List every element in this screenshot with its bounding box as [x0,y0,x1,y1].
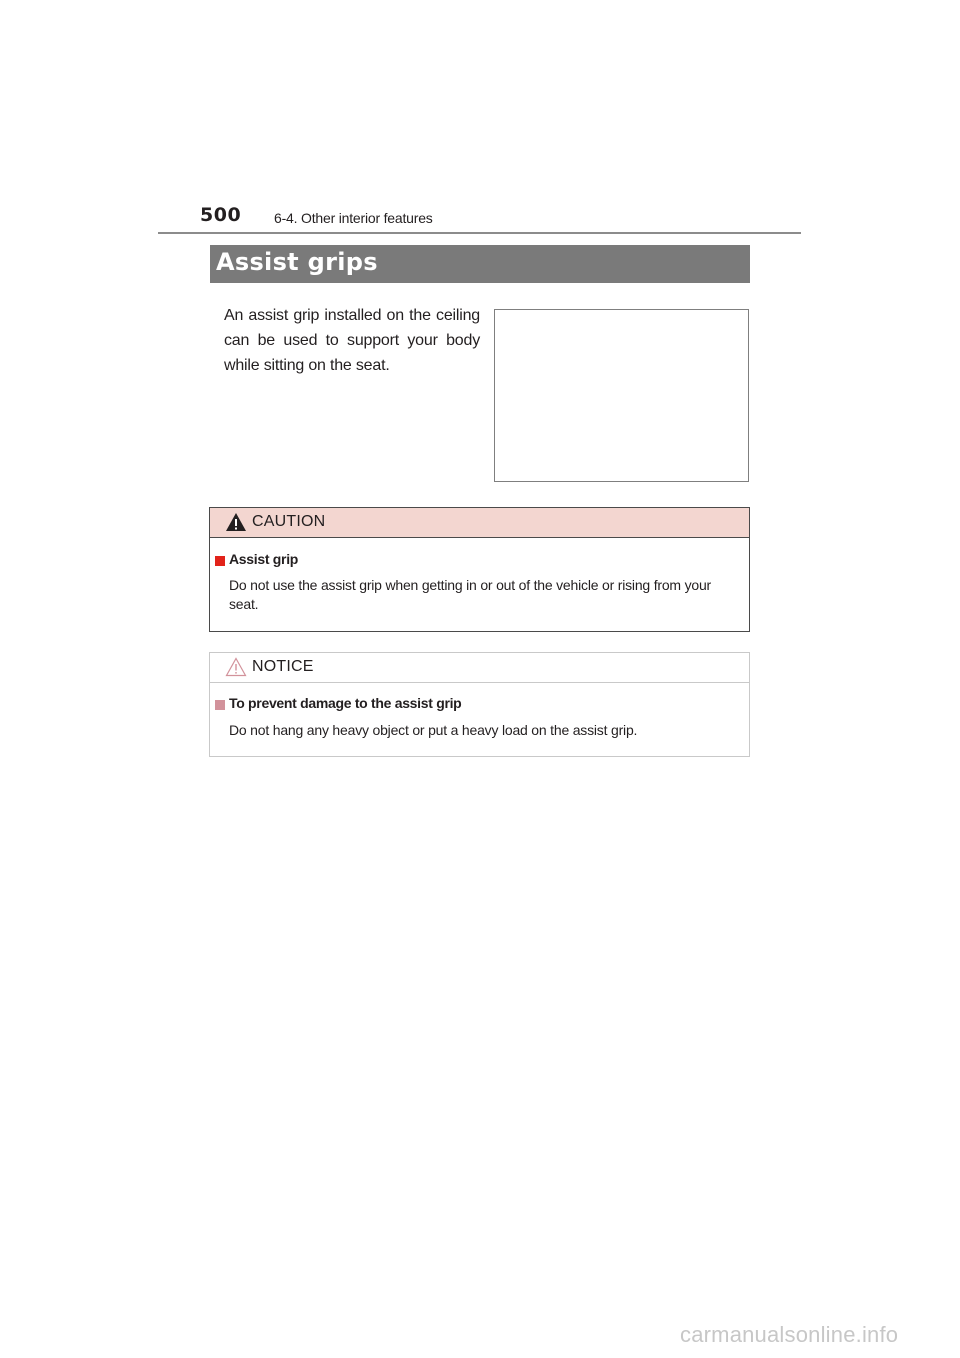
header-rule [158,232,801,234]
caution-item-body: Do not use the assist grip when getting in or out of the vehicle or rising from your seat. [229,577,712,612]
intro-paragraph: An assist grip installed on the ceiling can be used to support your body while sitting on the seat. [224,307,480,374]
warning-triangle-outline-icon [225,657,247,677]
notice-item-body: Do not hang any heavy object or put a heavy load on the assist grip. [229,722,638,738]
section-title-bar [210,245,750,283]
caution-heading: CAUTION [252,513,326,530]
warning-triangle-icon [225,512,247,532]
notice-heading: NOTICE [252,658,314,675]
caution-box [209,507,750,632]
caution-header [210,508,749,538]
notice-header [210,653,749,683]
page-number: 500 [200,204,242,226]
notice-bullet-icon [215,700,225,710]
caution-bullet-icon [215,556,225,566]
section-title: Assist grips [216,248,378,276]
chapter-title: 6-4. Other interior features [274,210,433,226]
notice-box [209,652,750,757]
watermark: carmanualsonline.info [680,1322,899,1347]
caution-item-title: Assist grip [229,551,299,567]
notice-item-title: To prevent damage to the assist grip [229,695,462,711]
illustration-frame [494,309,749,482]
